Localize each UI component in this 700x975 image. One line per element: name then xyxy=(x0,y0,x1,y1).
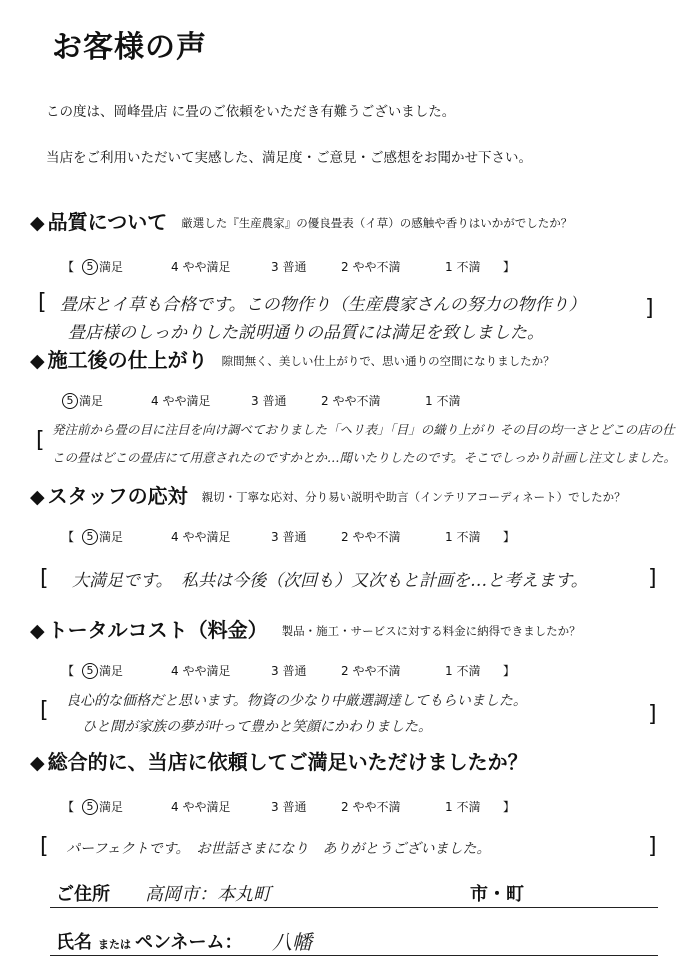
scale-open-bracket: 【 xyxy=(62,800,75,814)
rating-option-5[interactable]: 満足 xyxy=(99,260,124,274)
section-staff-heading xyxy=(30,480,626,509)
scale-open-bracket: 【 xyxy=(62,664,75,678)
section-title: 施工後の仕上がり xyxy=(47,348,208,372)
rating-option-3[interactable]: 3 普通 xyxy=(271,260,307,274)
rating-option-5[interactable]: 満足 xyxy=(99,800,124,814)
rating-option-4[interactable]: 4 やや満足 xyxy=(171,260,231,274)
rating-option-2[interactable]: 2 やや不満 xyxy=(341,664,401,678)
rating-option-4[interactable]: 4 やや満足 xyxy=(171,800,231,814)
address-suffix: 市・町 xyxy=(470,884,524,905)
name-value[interactable]: 八幡 xyxy=(272,930,312,954)
rating-option-5[interactable]: 満足 xyxy=(99,530,124,544)
address-label: ご住所 xyxy=(56,884,110,905)
rating-option-3[interactable]: 3 普通 xyxy=(271,800,307,814)
name-field-label xyxy=(56,928,242,954)
answer-text-line-1: 発注前から畳の目に注目を向け調べておりました「ヘリ表」「目」の織り上がり その目の均一さとどこの店の仕 xyxy=(52,422,675,437)
name-label: 氏名 xyxy=(56,932,92,953)
answer-bracket-right: ] xyxy=(645,296,654,321)
page-title: お客様の声 xyxy=(52,30,207,65)
scale-close-bracket: 】 xyxy=(503,260,516,274)
selected-rating-circle[interactable]: 5 xyxy=(82,799,98,815)
rating-scale xyxy=(62,392,483,409)
rating-scale xyxy=(62,258,515,275)
answer-text-line-2: 畳店様のしっかりした説明通りの品質には満足を致しました。 xyxy=(68,323,544,343)
rating-scale xyxy=(62,798,515,815)
scale-close-bracket: 】 xyxy=(503,800,516,814)
rating-option-2[interactable]: 2 やや不満 xyxy=(341,530,401,544)
scale-close-bracket: 】 xyxy=(503,664,516,678)
diamond-bullet-icon: ◆ xyxy=(30,212,45,234)
answer-bracket-right: ] xyxy=(648,702,657,727)
rating-option-1[interactable]: 1 不満 xyxy=(445,530,481,544)
rating-option-3[interactable]: 3 普通 xyxy=(251,394,287,408)
section-quality-heading xyxy=(30,206,572,235)
penname-label: ペンネーム： xyxy=(135,932,243,953)
rating-option-4[interactable]: 4 やや満足 xyxy=(171,530,231,544)
name-sublabel: または xyxy=(98,938,131,951)
answer-text-line-2: この畳はどこの畳店にて用意されたのですかとか…聞いたりしたのです。そこでしっかり計画し注文しました。 xyxy=(52,450,677,465)
scale-open-bracket: 【 xyxy=(62,530,75,544)
rating-option-1[interactable]: 1 不満 xyxy=(445,800,481,814)
rating-scale xyxy=(62,528,515,545)
address-value[interactable]: 高岡市：本丸町 xyxy=(145,884,271,905)
answer-bracket-left: [ xyxy=(40,834,49,859)
rating-option-4[interactable]: 4 やや満足 xyxy=(151,394,211,408)
section-overall-heading xyxy=(30,746,528,775)
answer-text-line-1: 畳床とイ草も合格です。この物作り（生産農家さんの努力の物作り） xyxy=(60,295,586,315)
rating-option-4[interactable]: 4 やや満足 xyxy=(171,664,231,678)
selected-rating-circle[interactable]: 5 xyxy=(82,663,98,679)
intro-line-1: この度は、岡峰畳店 に畳のご依頼をいただき有難うございました。 xyxy=(46,104,456,120)
section-cost-heading xyxy=(30,614,581,643)
answer-text-line-1: パーフェクトです。 お世話さまになり ありがとうございました。 xyxy=(66,841,491,857)
rating-option-5[interactable]: 満足 xyxy=(99,664,124,678)
answer-bracket-right: ] xyxy=(648,566,657,591)
name-underline xyxy=(50,955,658,956)
rating-scale xyxy=(62,662,515,679)
rating-option-3[interactable]: 3 普通 xyxy=(271,530,307,544)
answer-bracket-left: [ xyxy=(36,428,45,453)
rating-option-1[interactable]: 1 不満 xyxy=(445,260,481,274)
rating-option-2[interactable]: 2 やや不満 xyxy=(341,260,401,274)
answer-text-line-1: 良心的な価格だと思います。物資の少なり中厳選調達してもらいました。 xyxy=(66,693,527,709)
section-title: 品質について xyxy=(47,210,168,234)
rating-option-2[interactable]: 2 やや不満 xyxy=(321,394,381,408)
selected-rating-circle[interactable]: 5 xyxy=(62,393,78,409)
section-title: 総合的に、当店に依頼してご満足いただけましたか？ xyxy=(47,750,528,774)
rating-option-3[interactable]: 3 普通 xyxy=(271,664,307,678)
diamond-bullet-icon: ◆ xyxy=(30,620,45,642)
rating-option-5[interactable]: 満足 xyxy=(79,394,104,408)
section-finish-heading xyxy=(30,344,555,373)
rating-option-2[interactable]: 2 やや不満 xyxy=(341,800,401,814)
section-question: 製品・施工・サービスに対する料金に納得できましたか？ xyxy=(281,624,581,638)
section-question: 親切・丁寧な応対、分り易い説明や助言（インテリアコーディネート）でしたか？ xyxy=(201,490,626,504)
address-underline xyxy=(50,907,658,908)
answer-bracket-left: [ xyxy=(40,566,49,591)
diamond-bullet-icon: ◆ xyxy=(30,486,45,508)
selected-rating-circle[interactable]: 5 xyxy=(82,259,98,275)
diamond-bullet-icon: ◆ xyxy=(30,752,45,774)
rating-option-1[interactable]: 1 不満 xyxy=(425,394,461,408)
answer-text-line-2: ひと間が家族の夢が叶って豊かと笑顔にかわりました。 xyxy=(82,719,432,735)
section-title: トータルコスト（料金） xyxy=(47,618,268,642)
scale-open-bracket: 【 xyxy=(62,260,75,274)
scale-close-bracket: 】 xyxy=(503,530,516,544)
intro-line-2: 当店をご利用いただいて実感した、満足度・ご意見・ご感想をお聞かせ下さい。 xyxy=(46,150,532,166)
answer-bracket-left: [ xyxy=(40,698,49,723)
answer-text-line-1: 大満足です。 私共は今後（次回も）又次もと計画を…と考えます。 xyxy=(72,571,588,591)
selected-rating-circle[interactable]: 5 xyxy=(82,529,98,545)
rating-option-1[interactable]: 1 不満 xyxy=(445,664,481,678)
section-title: スタッフの応対 xyxy=(47,484,188,508)
answer-bracket-left: [ xyxy=(38,290,47,315)
diamond-bullet-icon: ◆ xyxy=(30,350,45,372)
section-question: 隙間無く、美しい仕上がりで、思い通りの空間になりましたか？ xyxy=(221,354,555,368)
answer-bracket-right: ] xyxy=(648,834,657,859)
section-question: 厳選した『生産農家』の優良畳表（イ草）の感触や香りはいかがでしたか？ xyxy=(181,216,573,230)
